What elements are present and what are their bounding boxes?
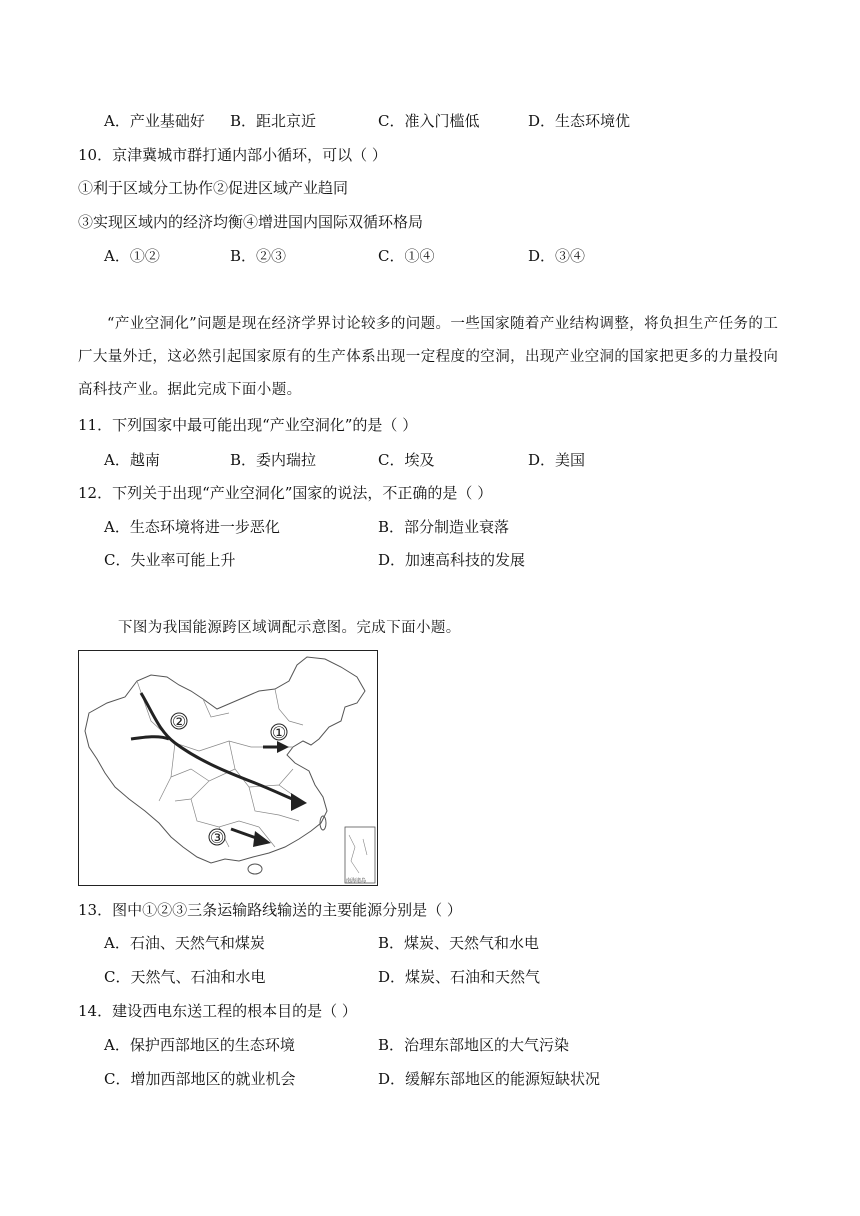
q11-option-c: C．埃及 bbox=[378, 451, 435, 469]
province-borders bbox=[137, 681, 303, 847]
passage-industrial-hollowing bbox=[78, 308, 788, 407]
q11-option-d: D．美国 bbox=[528, 451, 586, 469]
q9-option-c: C．准入门槛低 bbox=[378, 112, 480, 130]
q9-option-d: D．生态环境优 bbox=[528, 112, 631, 130]
q14-option-c: C．增加西部地区的就业机会 bbox=[104, 1070, 296, 1088]
map-label-2: ② bbox=[171, 712, 187, 731]
china-map-svg bbox=[79, 651, 376, 884]
q9-option-b: B．距北京近 bbox=[230, 112, 317, 130]
passage-2-text: 下图为我国能源跨区域调配示意图。完成下面小题。 bbox=[118, 620, 461, 636]
q13-option-a: A．石油、天然气和煤炭 bbox=[104, 934, 265, 952]
q12-option-a: A．生态环境将进一步恶化 bbox=[104, 518, 280, 536]
map-label-3: ③ bbox=[209, 828, 225, 847]
q10-stem: 10．京津冀城市群打通内部小循环，可以（ ） bbox=[78, 146, 387, 164]
q13-option-d: D．煤炭、石油和天然气 bbox=[378, 968, 541, 986]
q14-option-d: D．缓解东部地区的能源短缺状况 bbox=[378, 1070, 601, 1088]
q13-option-b: B．煤炭、天然气和水电 bbox=[378, 934, 540, 952]
energy-transfer-map bbox=[78, 650, 378, 886]
china-outline bbox=[85, 657, 365, 863]
inset-caption: 南海诸岛 bbox=[346, 878, 367, 884]
hainan-island bbox=[248, 864, 262, 874]
q11-option-a: A．越南 bbox=[104, 451, 160, 469]
q10-statement-2: ③实现区域内的经济均衡④增进国内国际双循环格局 bbox=[78, 213, 424, 231]
q10-option-d: D．③④ bbox=[528, 247, 586, 265]
q12-option-d: D．加速高科技的发展 bbox=[378, 551, 526, 569]
q14-option-b: B．治理东部地区的大气污染 bbox=[378, 1036, 570, 1054]
q10-option-a: A．①② bbox=[104, 247, 160, 265]
q13-option-c: C．天然气、石油和水电 bbox=[104, 968, 266, 986]
q12-option-c: C．失业率可能上升 bbox=[104, 551, 236, 569]
passage-1-text: “产业空洞化”问题是现在经济学界讨论较多的问题。一些国家随着产业结构调整，将负担生产任务的工厂大量外迁，这必然引起国家原有的生产体系出现一定程度的空洞，出现产业空洞的国家把更多的力量投向高科技产业。据此完成下面小题。 bbox=[78, 316, 779, 398]
q12-stem: 12．下列关于出现“产业空洞化”国家的说法，不正确的是（ ） bbox=[78, 484, 493, 502]
map-label-1: ① bbox=[271, 723, 287, 742]
q11-stem: 11．下列国家中最可能出现“产业空洞化”的是（ ） bbox=[78, 416, 418, 434]
q13-stem: 13．图中①②③三条运输路线输送的主要能源分别是（ ） bbox=[78, 901, 462, 919]
q14-option-a: A．保护西部地区的生态环境 bbox=[104, 1036, 295, 1054]
q11-option-b: B．委内瑞拉 bbox=[230, 451, 317, 469]
q12-option-b: B．部分制造业衰落 bbox=[378, 518, 510, 536]
q14-stem: 14．建设西电东送工程的根本目的是（ ） bbox=[78, 1002, 357, 1020]
q9-option-a: A．产业基础好 bbox=[104, 112, 205, 130]
route-1-arrowhead bbox=[277, 741, 289, 753]
q10-statement-1: ①利于区域分工协作②促进区域产业趋同 bbox=[78, 179, 349, 197]
q10-option-c: C．①④ bbox=[378, 247, 435, 265]
route-2-arrowhead bbox=[291, 793, 307, 811]
route-2-branch bbox=[131, 737, 169, 739]
q10-option-b: B．②③ bbox=[230, 247, 287, 265]
